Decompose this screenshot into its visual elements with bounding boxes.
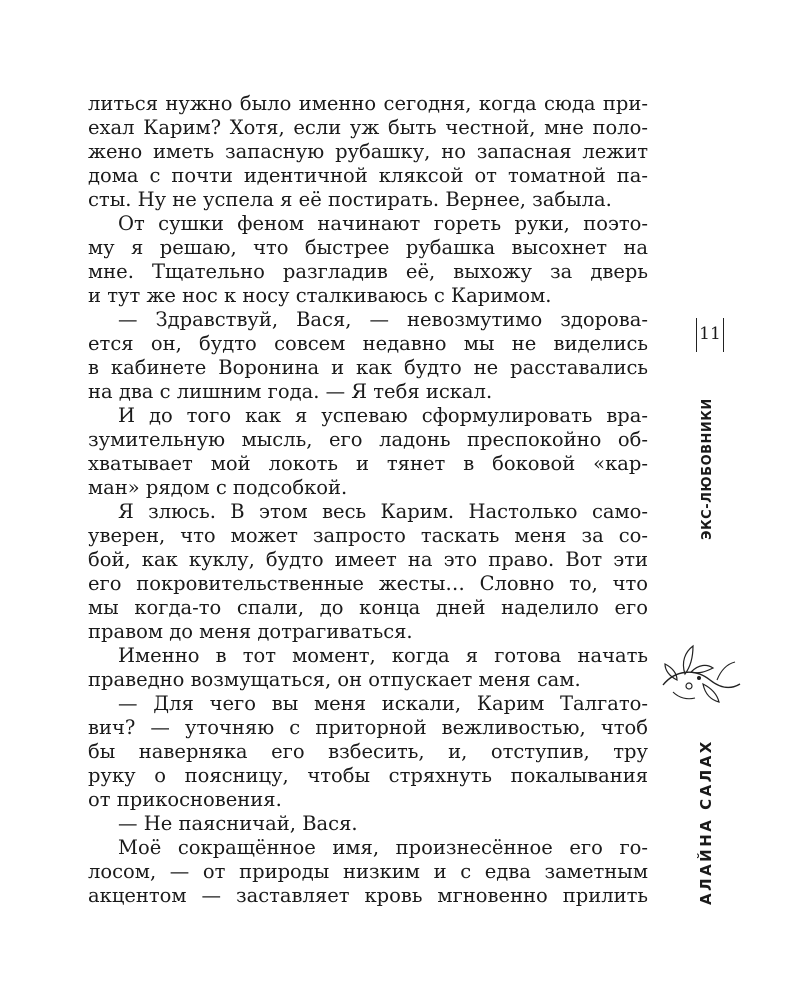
text-line: акцентом — заставляет кровь мгновенно прилить [88, 884, 648, 907]
text-line: лосом, — от природы низким и с едва заметным [88, 860, 648, 883]
text-line: — Здравствуй, Вася, — невозмутимо здорова- [118, 308, 648, 331]
text-line: правом до меня дотрагиваться. [88, 620, 413, 643]
text-line: от прикосновения. [88, 788, 282, 811]
text-line: уверен, что может запросто таскать меня за со- [88, 524, 648, 547]
text-line: хватывает мой локоть и тянет в боковой «кар- [88, 452, 648, 475]
text-line: жено иметь запасную рубашку, но запасная лежит [88, 140, 648, 163]
text-line: — Не паясничай, Вася. [118, 812, 358, 835]
text-line: ется он, будто совсем недавно мы не виделись [88, 332, 648, 355]
text-line: му я решаю, что быстрее рубашка высохнет на [88, 236, 648, 259]
text-line: бы наверняка его взбесить, и, отступив, тру [88, 740, 648, 763]
text-line: От сушки феном начинают гореть руки, поэто- [118, 212, 648, 235]
text-line: Моё сокращённое имя, произнесённое его го- [118, 836, 648, 859]
text-line: Я злюсь. В этом весь Карим. Настолько само- [118, 500, 648, 523]
text-line: мне. Тщательно разгладив её, выхожу за дверь [88, 260, 648, 283]
text-line: вич? — уточняю с приторной вежливостью, чтоб [88, 716, 648, 739]
text-line: — Для чего вы меня искали, Карим Талгато- [118, 692, 648, 715]
text-line: праведно возмущаться, он отпускает меня сам. [88, 668, 581, 691]
text-line: мы когда-то спали, до конца дней наделило его [88, 596, 648, 619]
text-line: бой, как куклу, будто имеет на это право. Вот эти [88, 548, 648, 571]
body-text [88, 92, 648, 908]
text-line: ман» рядом с подсобкой. [88, 476, 348, 499]
text-line: сты. Ну не успела я её постирать. Вернее, забыла. [88, 188, 612, 211]
text-line: ехал Карим? Хотя, если уж быть честной, мне поло- [88, 116, 648, 139]
page-number: 11 [696, 318, 724, 352]
leaf-sprig-ornament-icon [655, 640, 745, 710]
text-line: и тут же нос к носу сталкиваюсь с Каримом. [88, 284, 552, 307]
text-line: в кабинете Воронина и как будто не расставались [88, 356, 648, 379]
text-line: его покровительственные жесты… Словно то, что [88, 572, 648, 595]
text-line: литься нужно было именно сегодня, когда сюда при- [88, 92, 648, 115]
text-line: И до того как я успеваю сформулировать вра- [118, 404, 648, 427]
text-line: на два с лишним года. — Я тебя искал. [88, 380, 493, 403]
text-line: дома с почти идентичной кляксой от томатной па- [88, 164, 648, 187]
text-line: зумительную мысль, его ладонь преспокойно об- [88, 428, 648, 451]
text-line: Именно в тот момент, когда я готова начать [118, 644, 648, 667]
text-line: руку о поясницу, чтобы стряхнуть покалывания [88, 764, 648, 787]
series-title: ЭКС-ЛЮБОВНИКИ [700, 398, 715, 540]
author-name: АЛАЙНА САЛАХ [697, 739, 715, 905]
